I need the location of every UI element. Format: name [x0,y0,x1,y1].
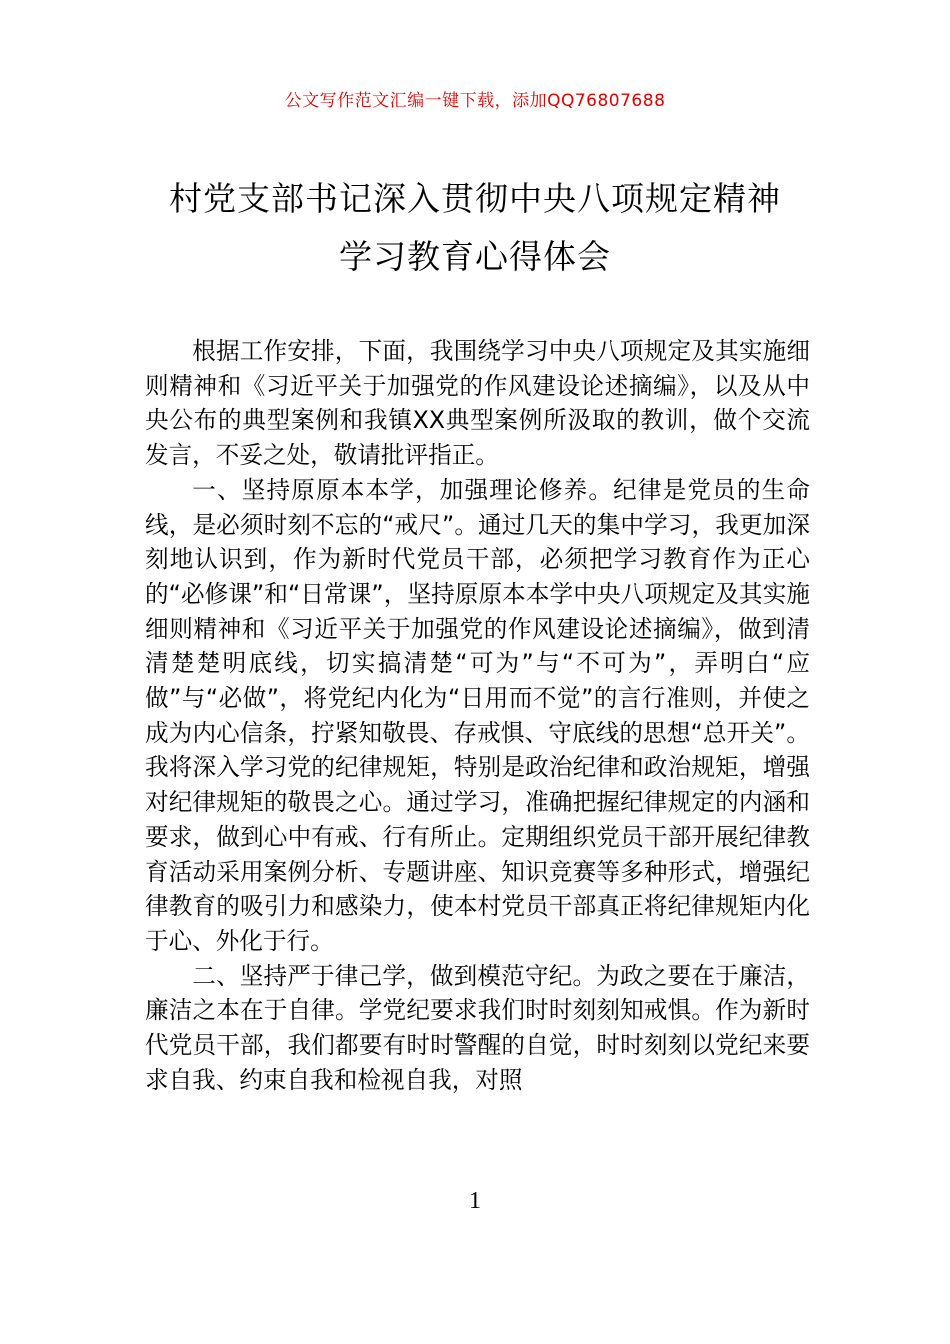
page-number: 1 [469,1188,481,1214]
paragraph-intro: 根据工作安排，下面，我围绕学习中央八项规定及其实施细则精神和《习近平关于加强党的作风建设论述摘编》，以及从中央公布的典型案例和我镇XX典型案例所汲取的教训，做个交流发言，不妥之处，敬请批评指正。 [145,337,810,470]
paragraph-section-1: 一、坚持原原本本学，加强理论修养。纪律是党员的生命线，是必须时刻不忘的“戒尺”。通过几天的集中学习，我更加深刻地认识到，作为新时代党员干部，必须把学习教育作为正心的“必修课”和“日常课”，坚持原原本本学中央八项规定及其实施细则精神和《习近平关于加强党的作风建设论述摘编》，做到清清楚楚明底线，切实搞清楚“可为”与“不可为”，弄明白“应做”与“必做”，将党纪内化为“日用而不觉”的言行准则，并使之成为内心信条，拧紧知敬畏、存戒惧、守底线的思想“总开关”。我将深入学习党的纪律规矩，特别是政治纪律和政治规矩，增强对纪律规矩的敬畏之心。通过学习，准确把握纪律规定的内涵和要求，做到心中有戒、行有所止。定期组织党员干部开展纪律教育活动采用案例分析、专题讲座、知识竞赛等多种形式，增强纪律教育的吸引力和感染力，使本村党员干部真正将纪律规矩内化于心、外化于行。 [145,475,810,955]
title-line-2: 学习教育心得体会 [339,237,611,276]
document-body [145,334,810,1097]
download-notice: 公文写作范文汇编一键下载，添加QQ76807688 [284,91,666,111]
title-line-1: 村党支部书记深入贯彻中央八项规定精神 [169,179,781,218]
document-title [60,170,890,286]
paragraph-section-2: 二、坚持严于律己学，做到模范守纪。为政之要在于廉洁，廉洁之本在于自律。学党纪要求我们时时刻刻知戒惧。作为新时代党员干部，我们都要有时时警醒的自觉，时时刻刻以党纪来要求自我、约束自我和检视自我，对照 [145,961,810,1094]
